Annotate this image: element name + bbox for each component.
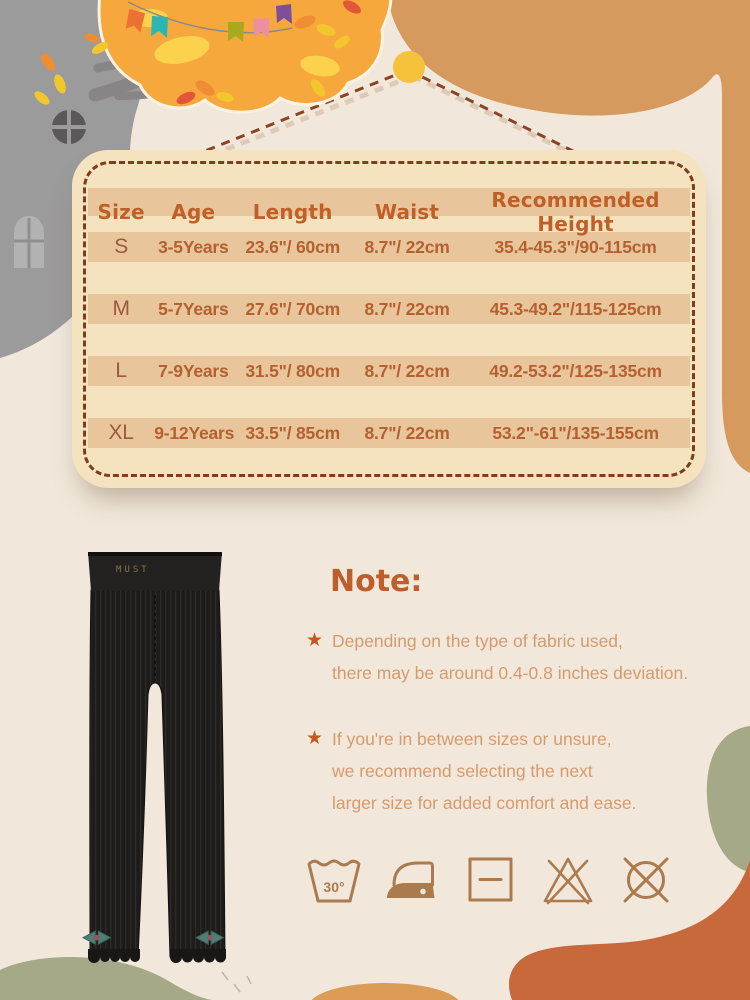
note-line: we recommend selecting the next (332, 761, 593, 781)
size-value: M (112, 297, 130, 320)
age-value: 9-12Years (154, 422, 235, 443)
size-value: S (114, 235, 129, 258)
age-value: 7-9Years (158, 360, 229, 381)
height-value: 53.2"-61"/135-155cm (492, 422, 659, 443)
height-value: 35.4-45.3"/90-115cm (494, 236, 657, 257)
note-line: Depending on the type of fabric used, (332, 631, 623, 651)
size-value: L (115, 359, 127, 382)
waistband-brand-text: MUST (116, 565, 150, 575)
note-title: Note: (330, 564, 423, 599)
care-icons-row (306, 854, 674, 906)
waist-value: 8.7"/ 22cm (364, 422, 450, 443)
orange-blob-bottom-center (309, 983, 461, 1000)
note-line: there may be around 0.4-0.8 inches deviation. (332, 663, 689, 683)
size-value: XL (108, 421, 134, 444)
tree-round-window (52, 110, 86, 144)
waistband (88, 552, 222, 591)
column-header-height: Recommended Height (491, 188, 660, 236)
table-row (88, 232, 690, 262)
length-value: 33.5"/ 85cm (245, 422, 340, 443)
note-bullet (306, 625, 726, 689)
hem-ruffle-right (170, 949, 226, 963)
table-row (88, 418, 690, 448)
dry-flat-icon (462, 854, 518, 906)
sparkle-marks (222, 972, 251, 992)
length-value: 31.5"/ 80cm (245, 360, 340, 381)
pin-circle (393, 51, 425, 83)
age-value: 5-7Years (158, 298, 229, 319)
do-not-dry-clean-icon (618, 854, 674, 906)
height-value: 45.3-49.2"/115-125cm (489, 298, 662, 319)
hem-ruffle-left (88, 949, 140, 963)
star-icon: ★ (306, 728, 324, 749)
note-line: If you're in between sizes or unsure, (332, 729, 612, 749)
note-line: larger size for added comfort and ease. (332, 793, 637, 813)
waist-value: 8.7"/ 22cm (364, 360, 450, 381)
do-not-bleach-icon (540, 854, 596, 906)
column-header-size: Size (97, 200, 145, 224)
leggings-body (90, 590, 225, 957)
table-header-row (88, 188, 690, 236)
tree-arch-window (14, 216, 44, 268)
column-header-length: Length (252, 200, 333, 224)
wash-30-icon (306, 854, 362, 906)
column-header-waist: Waist (374, 200, 440, 224)
age-value: 3-5Years (158, 236, 229, 257)
svg-text:30°: 30° (323, 879, 345, 895)
table-row (88, 294, 690, 324)
length-value: 23.6"/ 60cm (245, 236, 340, 257)
note-bullet (306, 723, 726, 819)
waist-value: 8.7"/ 22cm (364, 298, 450, 319)
note-section (306, 564, 726, 853)
iron-icon (384, 854, 440, 906)
height-value: 49.2-53.2"/125-135cm (489, 360, 662, 381)
waist-value: 8.7"/ 22cm (364, 236, 450, 257)
length-value: 27.6"/ 70cm (245, 298, 340, 319)
leggings-product-image (78, 545, 238, 975)
column-header-age: Age (171, 200, 216, 224)
waistband-seam (88, 552, 222, 556)
size-chart-panel (72, 150, 706, 488)
star-icon: ★ (306, 630, 324, 651)
table-row (88, 356, 690, 386)
